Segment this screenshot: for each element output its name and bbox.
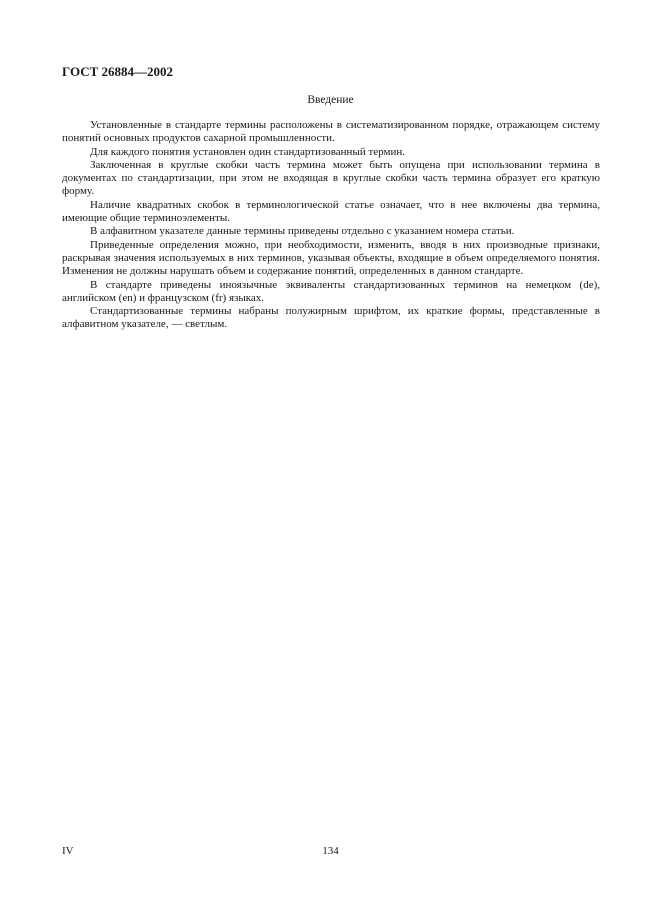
paragraph: Стандартизованные термины набраны полужирным шрифтом, их краткие формы, представленные в алфавитном указателе, — светлым. xyxy=(62,305,600,331)
paragraph: Установленные в стандарте термины расположены в систематизированном порядке, отражающем систему понятий основных продуктов сахарной промышленности. xyxy=(62,119,600,145)
section-title: Введение xyxy=(307,94,354,106)
body-text xyxy=(62,119,600,332)
document-code-header: ГОСТ 26884—2002 xyxy=(62,64,174,79)
roman-page-number: IV xyxy=(62,845,74,857)
paragraph: Заключенная в круглые скобки часть термина может быть опущена при использовании термина в документах по стандартизации, при этом не входящая в круглые скобки часть термина образует его краткую форму. xyxy=(62,158,600,198)
paragraph: Для каждого понятия установлен один стандартизованный термин. xyxy=(90,145,405,158)
paragraph: Наличие квадратных скобок в терминологической статье означает, что в нее включены два термина, имеющие общие терминоэлементы. xyxy=(62,198,600,225)
paragraph: Приведенные определения можно, при необходимости, изменить, вводя в них производные признаки, раскрывая значения используемых в них терминов, указывая объекты, входящие в объем определяемого понятия. Изменения не должны нарушать объем и содержание понятий, определенных в данном стандарте. xyxy=(62,238,600,278)
paragraph: В стандарте приведены иноязычные эквиваленты стандартизованных терминов на немецком (de), английском (en) и французском (fr) языках. xyxy=(62,278,600,304)
paragraph: В алфавитном указателе данные термины приведены отдельно с указанием номера статьи. xyxy=(90,225,515,238)
page-number: 134 xyxy=(322,845,339,857)
